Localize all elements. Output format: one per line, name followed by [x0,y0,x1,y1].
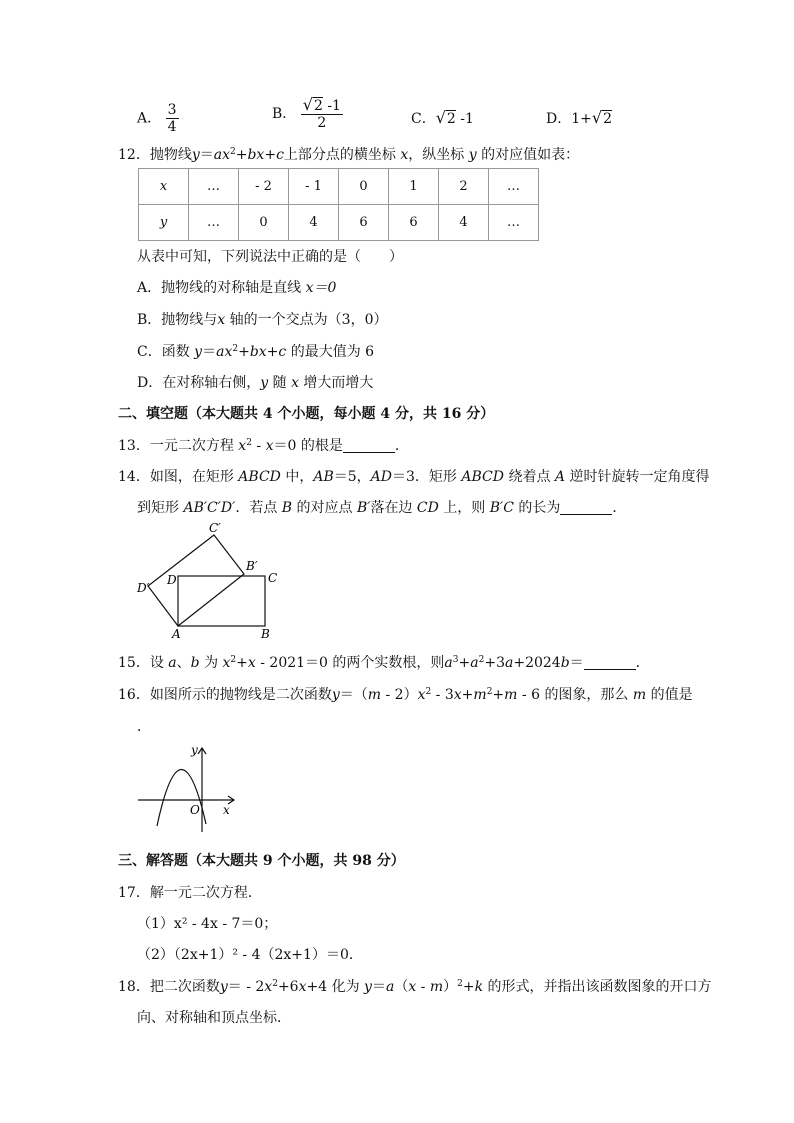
label-c: C [268,571,278,585]
table-cell: 0 [339,169,389,205]
table-cell: … [489,205,539,241]
q17-part2: （2）（2x+1）² - 4（2x+1）＝0． [137,947,363,963]
answer-blank [560,500,612,515]
q16-continuation: ． [137,719,151,735]
q12-option-d: D．在对称轴右侧，y 随 x 增大而增大 [137,375,374,391]
q11-option-a: A． $\frac{3}{4}$ [137,102,177,135]
table-cell: 4 [289,205,339,241]
q12-option-a: A．抛物线的对称轴是直线 x＝0 [137,280,337,296]
q15: 15．设 a、b 为 $x^2+x - 2021=0$ 的两个实数根，则$a^3+a^2+3a+2024b=$ ． [118,655,650,671]
q12-option-c: C．函数 $y=ax^2+bx+c$ 的最大值为 6 [137,344,375,360]
rectangle-rotation-figure [130,518,290,648]
answer-blank [584,655,636,670]
label-a: A [172,627,181,641]
table-cell: 2 [439,169,489,205]
table-cell: 6 [389,205,439,241]
q12-option-b: B．抛物线与x 轴的一个交点为（3，0） [137,312,388,328]
label-d: D [167,573,177,587]
section-heading: 二、填空题（本大题共 4 个小题，每小题 4 分，共 16 分） [118,406,495,422]
rectangle-abcd [178,576,265,626]
q12-question: 从表中可知，下列说法中正确的是（ ） [137,249,403,265]
q16: 16．如图所示的抛物线是二次函数$y=(m - 2)x^2 - 3x+m^2+m - 6$ 的图象，那么 m 的值是 [118,687,693,703]
table-cell: … [489,169,539,205]
q18-line2: 向、对称轴和顶点坐标． [137,1010,291,1026]
table-cell: 0 [239,205,289,241]
table-cell: … [189,169,239,205]
label-origin: O [190,803,200,817]
q17-title: 17．解一元二次方程． [118,885,262,901]
q11-option-d: D．1+√2 [546,108,612,127]
table-cell: 4 [439,205,489,241]
label-b-prime: B′ [246,559,258,573]
value-table [138,168,539,241]
label-c-prime: C′ [209,521,221,535]
q12-stem: 12．抛物线$y=ax^2+bx+c$上部分点的横坐标 x，纵坐标 y 的对应值如表： [118,147,580,163]
parabola-curve [157,769,206,826]
fraction: $\frac{√2 -1}{2}$ [302,95,341,131]
table-cell: - 1 [289,169,339,205]
q18-line1: 18．把二次函数$y= - 2x^2+6x+4$ 化为 y＝a（x - m）$^2$+k 的形式，并指出该函数图象的开口方 [118,979,712,995]
parabola-figure [134,740,244,838]
table-cell: 6 [339,205,389,241]
q14-line2: 到矩形 AB′C′D′．若点 B 的对应点 B′落在边 CD 上，则 B′C 的长为 ． [137,500,627,516]
table-row [139,205,539,241]
table-row [139,169,539,205]
table-cell: - 2 [239,169,289,205]
table-cell: … [189,205,239,241]
section-heading: 三、解答题（本大题共 9 个小题，共 98 分） [118,853,405,869]
q13: 13．一元二次方程 $x^2 - x=0$ 的根是 ． [118,438,409,454]
fraction: $\frac{3}{4}$ [167,102,177,135]
rectangle-ab1c1d1 [148,535,244,626]
label-b: B [261,627,270,641]
table-cell: x [139,169,189,205]
label-x: x [223,803,230,817]
label-d-prime: D′ [137,581,150,595]
table-cell: y [139,205,189,241]
q14-line1: 14．如图，在矩形 ABCD 中，AB＝5，AD＝3．矩形 ABCD 绕着点 A 逆时针旋转一定角度得 [118,469,710,485]
q17-part1: （1）x² - 4x - 7＝0； [137,916,278,932]
answer-blank [343,438,395,453]
label-y: y [191,743,198,757]
table-cell: 1 [389,169,439,205]
q11-option-b: B． $\frac{√2 -1}{2}$ [272,95,341,131]
q11-option-c: C．√2 -1 [411,108,474,127]
